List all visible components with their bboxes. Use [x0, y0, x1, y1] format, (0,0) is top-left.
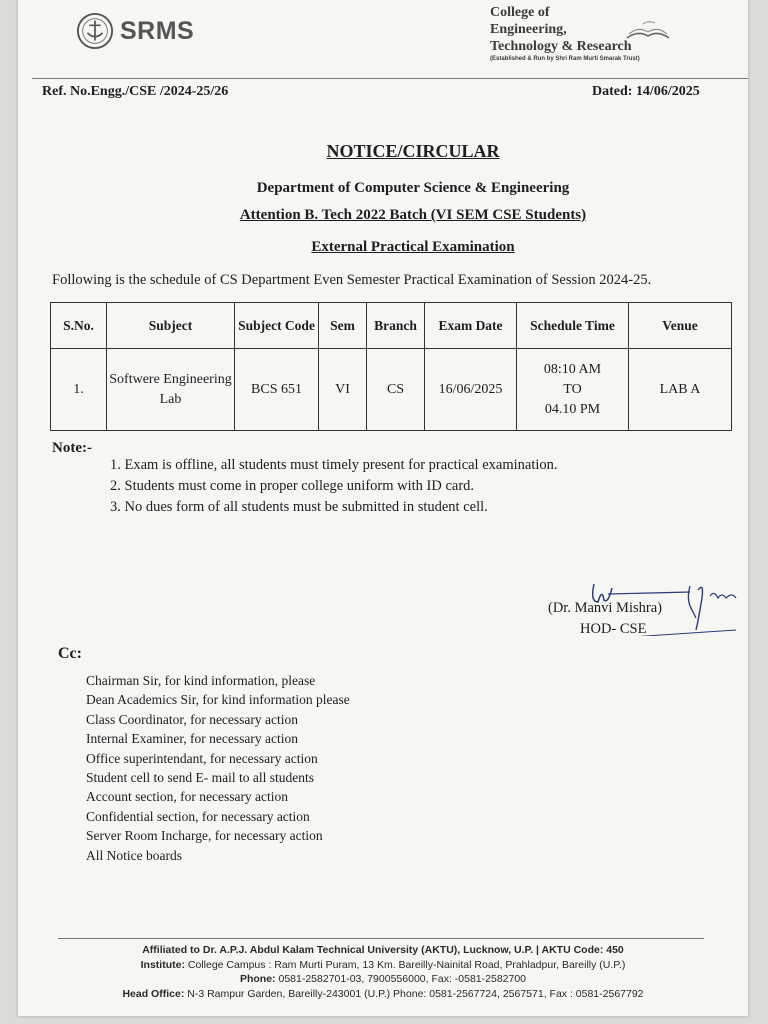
- col-sem: Sem: [319, 303, 367, 349]
- footer-phone: Phone: 0581-2582701-03, 7900556000, Fax: -0581-2582700: [239, 973, 527, 985]
- col-sno: S.No.: [51, 303, 107, 349]
- time-start: 08:10 AM: [543, 361, 602, 377]
- exam-title: External Practical Examination: [311, 239, 515, 255]
- list-item: Confidential section, for necessary action: [86, 808, 310, 824]
- cell-venue: LAB A: [629, 349, 732, 431]
- cc-list: [86, 671, 350, 865]
- cell-exam-date: 16/06/2025: [425, 349, 517, 431]
- col-branch: Branch: [367, 303, 425, 349]
- srms-emblem-icon: [76, 12, 114, 50]
- list-item: All Notice boards: [86, 847, 182, 863]
- logo-text: SRMS: [120, 16, 195, 45]
- table-header-row: [51, 303, 732, 349]
- footer: [18, 943, 748, 1001]
- open-book-icon: [623, 18, 673, 44]
- footer-divider: [58, 938, 704, 939]
- header-divider: [32, 78, 748, 79]
- signatory-name: (Dr. Manvi Mishra): [548, 600, 662, 616]
- table-row: [51, 349, 732, 431]
- footer-institute: Institute: College Campus : Ram Murti Puram, 13 Km. Bareilly-Nainital Road, Prahladpur, Bareilly (U.P.): [140, 958, 626, 971]
- cc-label: Cc:: [58, 645, 82, 662]
- college-line-3: Technology & Research: [490, 39, 632, 54]
- col-code: Subject Code: [235, 303, 319, 349]
- list-item: Office superintendant, for necessary action: [86, 750, 318, 766]
- college-subtext: (Established & Run by Shri Ram Murti Smarak Trust): [490, 56, 640, 62]
- col-schedule-time: Schedule Time: [517, 303, 629, 349]
- signatory-designation: HOD- CSE: [580, 621, 647, 637]
- notes-list: [110, 455, 558, 518]
- date-issued: Dated: 14/06/2025: [592, 84, 700, 99]
- attention-line: Attention B. Tech 2022 Batch (VI SEM CSE Students): [239, 207, 587, 223]
- col-venue: Venue: [629, 303, 732, 349]
- list-item: Dean Academics Sir, for kind information please: [86, 692, 350, 708]
- note-item: 1. Exam is offline, all students must timely present for practical examination.: [110, 457, 558, 473]
- col-subject: Subject: [107, 303, 235, 349]
- footer-head-office: Head Office: N-3 Rampur Garden, Bareilly-243001 (U.P.) Phone: 0581-2567724, 2567571, Fax : 0581-2567792: [122, 987, 644, 1000]
- college-name: [490, 4, 640, 63]
- cell-sno: 1.: [51, 349, 107, 431]
- note-label: Note:-: [52, 440, 92, 456]
- list-item: Internal Examiner, for necessary action: [86, 731, 298, 747]
- cell-sem: VI: [319, 349, 367, 431]
- intro-text: Following is the schedule of CS Department Even Semester Practical Examination of Session 2024-25.: [52, 272, 652, 288]
- srms-logo: [76, 12, 194, 50]
- cell-subject: Softwere Engineering Lab: [107, 349, 235, 431]
- list-item: Student cell to send E- mail to all students: [86, 770, 314, 786]
- notice-page: [18, 0, 748, 1016]
- list-item: Server Room Incharge, for necessary action: [86, 828, 323, 844]
- col-exam-date: Exam Date: [425, 303, 517, 349]
- cell-schedule-time: [517, 349, 629, 431]
- notice-title: NOTICE/CIRCULAR: [326, 141, 500, 161]
- college-line-2: Engineering,: [490, 22, 567, 37]
- department-name: Department of Computer Science & Engineering: [256, 180, 570, 196]
- list-item: Class Coordinator, for necessary action: [86, 711, 299, 727]
- cell-code: BCS 651: [235, 349, 319, 431]
- list-item: Account section, for necessary action: [86, 789, 289, 805]
- cell-branch: CS: [367, 349, 425, 431]
- note-item: 3. No dues form of all students must be submitted in student cell.: [110, 499, 488, 515]
- schedule-table: [50, 302, 732, 431]
- time-to: TO: [563, 381, 582, 397]
- college-line-1: College of: [490, 5, 550, 20]
- time-end: 04.10 PM: [544, 401, 601, 417]
- list-item: Chairman Sir, for kind information, please: [86, 673, 316, 688]
- footer-affiliation: Affiliated to Dr. A.P.J. Abdul Kalam Technical University (AKTU), Lucknow, U.P. | AKTU Code: 450: [142, 944, 624, 956]
- note-item: 2. Students must come in proper college uniform with ID card.: [110, 478, 475, 494]
- reference-number: Ref. No.Engg./CSE /2024-25/26: [42, 84, 229, 99]
